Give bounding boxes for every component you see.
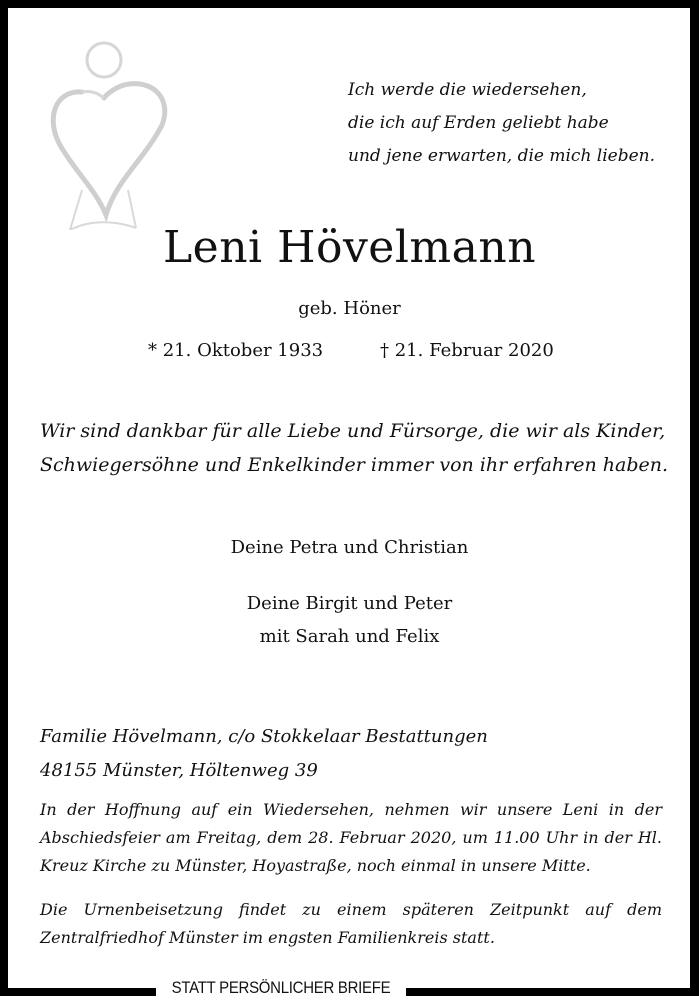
signer-group: [0, 587, 699, 653]
signer-line: Deine Petra und Christian: [230, 537, 469, 558]
thanks-line: Wir sind dankbar für alle Liebe und Fürsorge, die wir als Kinder,: [40, 420, 666, 442]
quote-line: und jene erwarten, die mich lieben.: [348, 146, 656, 166]
thanks-line: Schwiegersöhne und Enkelkinder immer von ihr erfahren haben.: [40, 454, 669, 476]
quote-line: Ich werde die wiedersehen,: [348, 80, 587, 100]
address-line: 48155 Münster, Höltenweg 39: [40, 760, 318, 781]
memorial-quote: [348, 74, 655, 173]
border-left: [0, 0, 8, 996]
border-bottom-left: [0, 988, 156, 996]
border-bottom-right: [406, 988, 699, 996]
burial-text: Die Urnenbeisetzung findet zu einem späteren Zeitpunkt auf dem Zentralfriedhof Münster im engsten Familienkreis statt.: [40, 900, 662, 947]
angel-heart-icon: [44, 40, 174, 230]
footer-label: STATT PERSÖNLICHER BRIEFE: [171, 978, 391, 997]
ceremony-text: In der Hoffnung auf ein Wiedersehen, nehmen wir unsere Leni in der Abschiedsfeier am Freitag, dem 28. Februar 2020, um 11.00 Uhr in der Hl. Kreuz Kirche zu Münster, Hoyastraße, noch einmal in unsere Mitte.: [40, 800, 662, 875]
maiden-name: geb. Höner: [298, 298, 401, 319]
signer-group: [0, 537, 699, 558]
family-address: [40, 720, 488, 788]
address-line: Familie Hövelmann, c/o Stokkelaar Bestattungen: [40, 726, 488, 747]
signer-line: mit Sarah und Felix: [259, 626, 440, 647]
quote-line: die ich auf Erden geliebt habe: [348, 113, 609, 133]
thanks-text: [40, 414, 670, 482]
death-date: † 21. Februar 2020: [380, 340, 554, 361]
birth-date: * 21. Oktober 1933: [148, 340, 324, 361]
signer-line: Deine Birgit und Peter: [246, 593, 453, 614]
border-top: [0, 0, 699, 8]
deceased-name: Leni Hövelmann: [162, 222, 537, 273]
border-right: [690, 0, 699, 996]
